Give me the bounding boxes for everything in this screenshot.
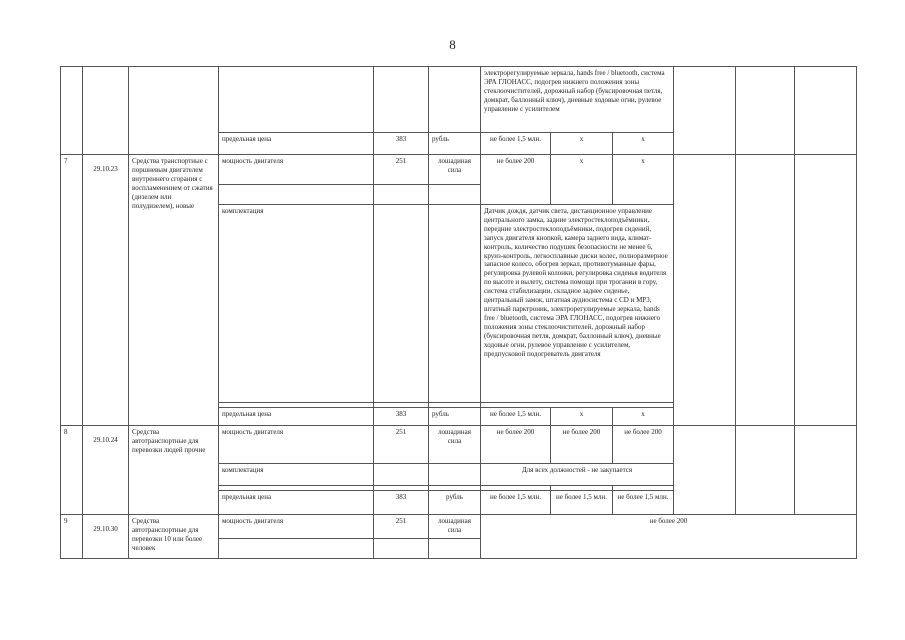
table-row: [61, 155, 857, 185]
row-number: 8: [61, 426, 83, 515]
okpd-code: 29.10.30: [83, 515, 129, 559]
param-label: предельная цена: [219, 491, 374, 515]
value-cell: x: [551, 155, 613, 205]
value-cell: не более 200: [613, 426, 674, 464]
okpd-code: 29.10.24: [83, 426, 129, 515]
param-label: мощность двигателя: [219, 515, 374, 539]
param-label: предельная цена: [219, 408, 374, 426]
value-cell: не более 1,5 млн.: [551, 491, 613, 515]
okpd-code: 29.10.23: [83, 155, 129, 426]
unit-name: лошадиная сила: [429, 515, 481, 539]
unit-code: 251: [374, 515, 429, 539]
spec-text: электрорегулируемые зеркала, hands free / bluetooth, система ЭРА ГЛОНАСС, подогрев нижнего положения зоны стеклоочистителей, дорожный набор (буксировочная петля, домкрат, баллонный ключ), дневные ходовые огни, рулевое управление с усилителем: [481, 67, 674, 133]
value-cell: не более 1,5 млн.: [481, 491, 551, 515]
value-cell: не более 1,5 млн.: [613, 491, 674, 515]
value-cell: не более 1,5 млн.: [481, 408, 551, 426]
param-label: комплектация: [219, 464, 374, 486]
value-cell: не более 1,5 млн.: [481, 133, 551, 155]
value-cell: x: [613, 408, 674, 426]
unit-code: 383: [374, 133, 429, 155]
param-label: мощность двигателя: [219, 155, 374, 185]
unit-code: 383: [374, 491, 429, 515]
item-name: Средства транспортные с поршневым двигателем внутреннего сгорания с воспламенением от сжатия (дизелем или полудизелем), новые: [129, 155, 219, 426]
equipment-note: Для всех должностей - не закупается: [481, 464, 674, 486]
value-cell: x: [613, 155, 674, 205]
table-row: [61, 515, 857, 539]
unit-code: 383: [374, 408, 429, 426]
value-cell: x: [551, 133, 613, 155]
unit-name: рубль: [429, 491, 481, 515]
unit-name: рубль: [429, 133, 481, 155]
param-label: комплектация: [219, 205, 374, 403]
equipment-list: Датчик дождя, датчик света, дистанционное управление центрального замка, задние электростеклоподъёмники, передние электростеклоподъёмники, подогрев сидений, запуск двигателя кнопкой, камера заднего вида, климат-контроль, количество подушек безопасности не менее 6, круиз-контроль, легкосплавные диски колес, полноразмерное запасное колесо, обогрев зеркал, противотуманные фары, регулировка рулевой колонки, регулировка сиденья водителя по высоте и вылету, система помощи при трогании в гору, система стабилизации, складное заднее сиденье, центральный замок, штатная аудиосистема с CD и MP3, штатный парктроник, электрорегулируемые зеркала, hands free / bluetooth, система ЭРА ГЛОНАСС, подогрев нижнего положения зоны стеклоочистителей, дорожный набор (буксировочная петля, домкрат, баллонный ключ), дневные ходовые огни, рулевое управление с усилителем, предпусковой подогреватель двигателя: [481, 205, 674, 403]
unit-code: 251: [374, 155, 429, 185]
param-label: мощность двигателя: [219, 426, 374, 464]
row-number: 7: [61, 155, 83, 426]
value-cell: не более 200: [481, 515, 857, 559]
value-cell: не более 200: [481, 155, 551, 205]
table-row: [61, 67, 857, 133]
unit-name: лошадиная сила: [429, 426, 481, 464]
value-cell: x: [613, 133, 674, 155]
page-number: 8: [449, 37, 456, 52]
item-name: Средства автотранспортные для перевозки людей прочие: [129, 426, 219, 515]
value-cell: не более 200: [481, 426, 551, 464]
value-cell: не более 200: [551, 426, 613, 464]
unit-name: рубль: [429, 408, 481, 426]
regulation-table: [60, 66, 857, 559]
item-name: Средства автотранспортные для перевозки 10 или более человек: [129, 515, 219, 559]
value-cell: x: [551, 408, 613, 426]
row-number: 9: [61, 515, 83, 559]
table-row: [61, 426, 857, 464]
param-label: предельная цена: [219, 133, 374, 155]
unit-code: 251: [374, 426, 429, 464]
unit-name: лошадиная сила: [429, 155, 481, 185]
